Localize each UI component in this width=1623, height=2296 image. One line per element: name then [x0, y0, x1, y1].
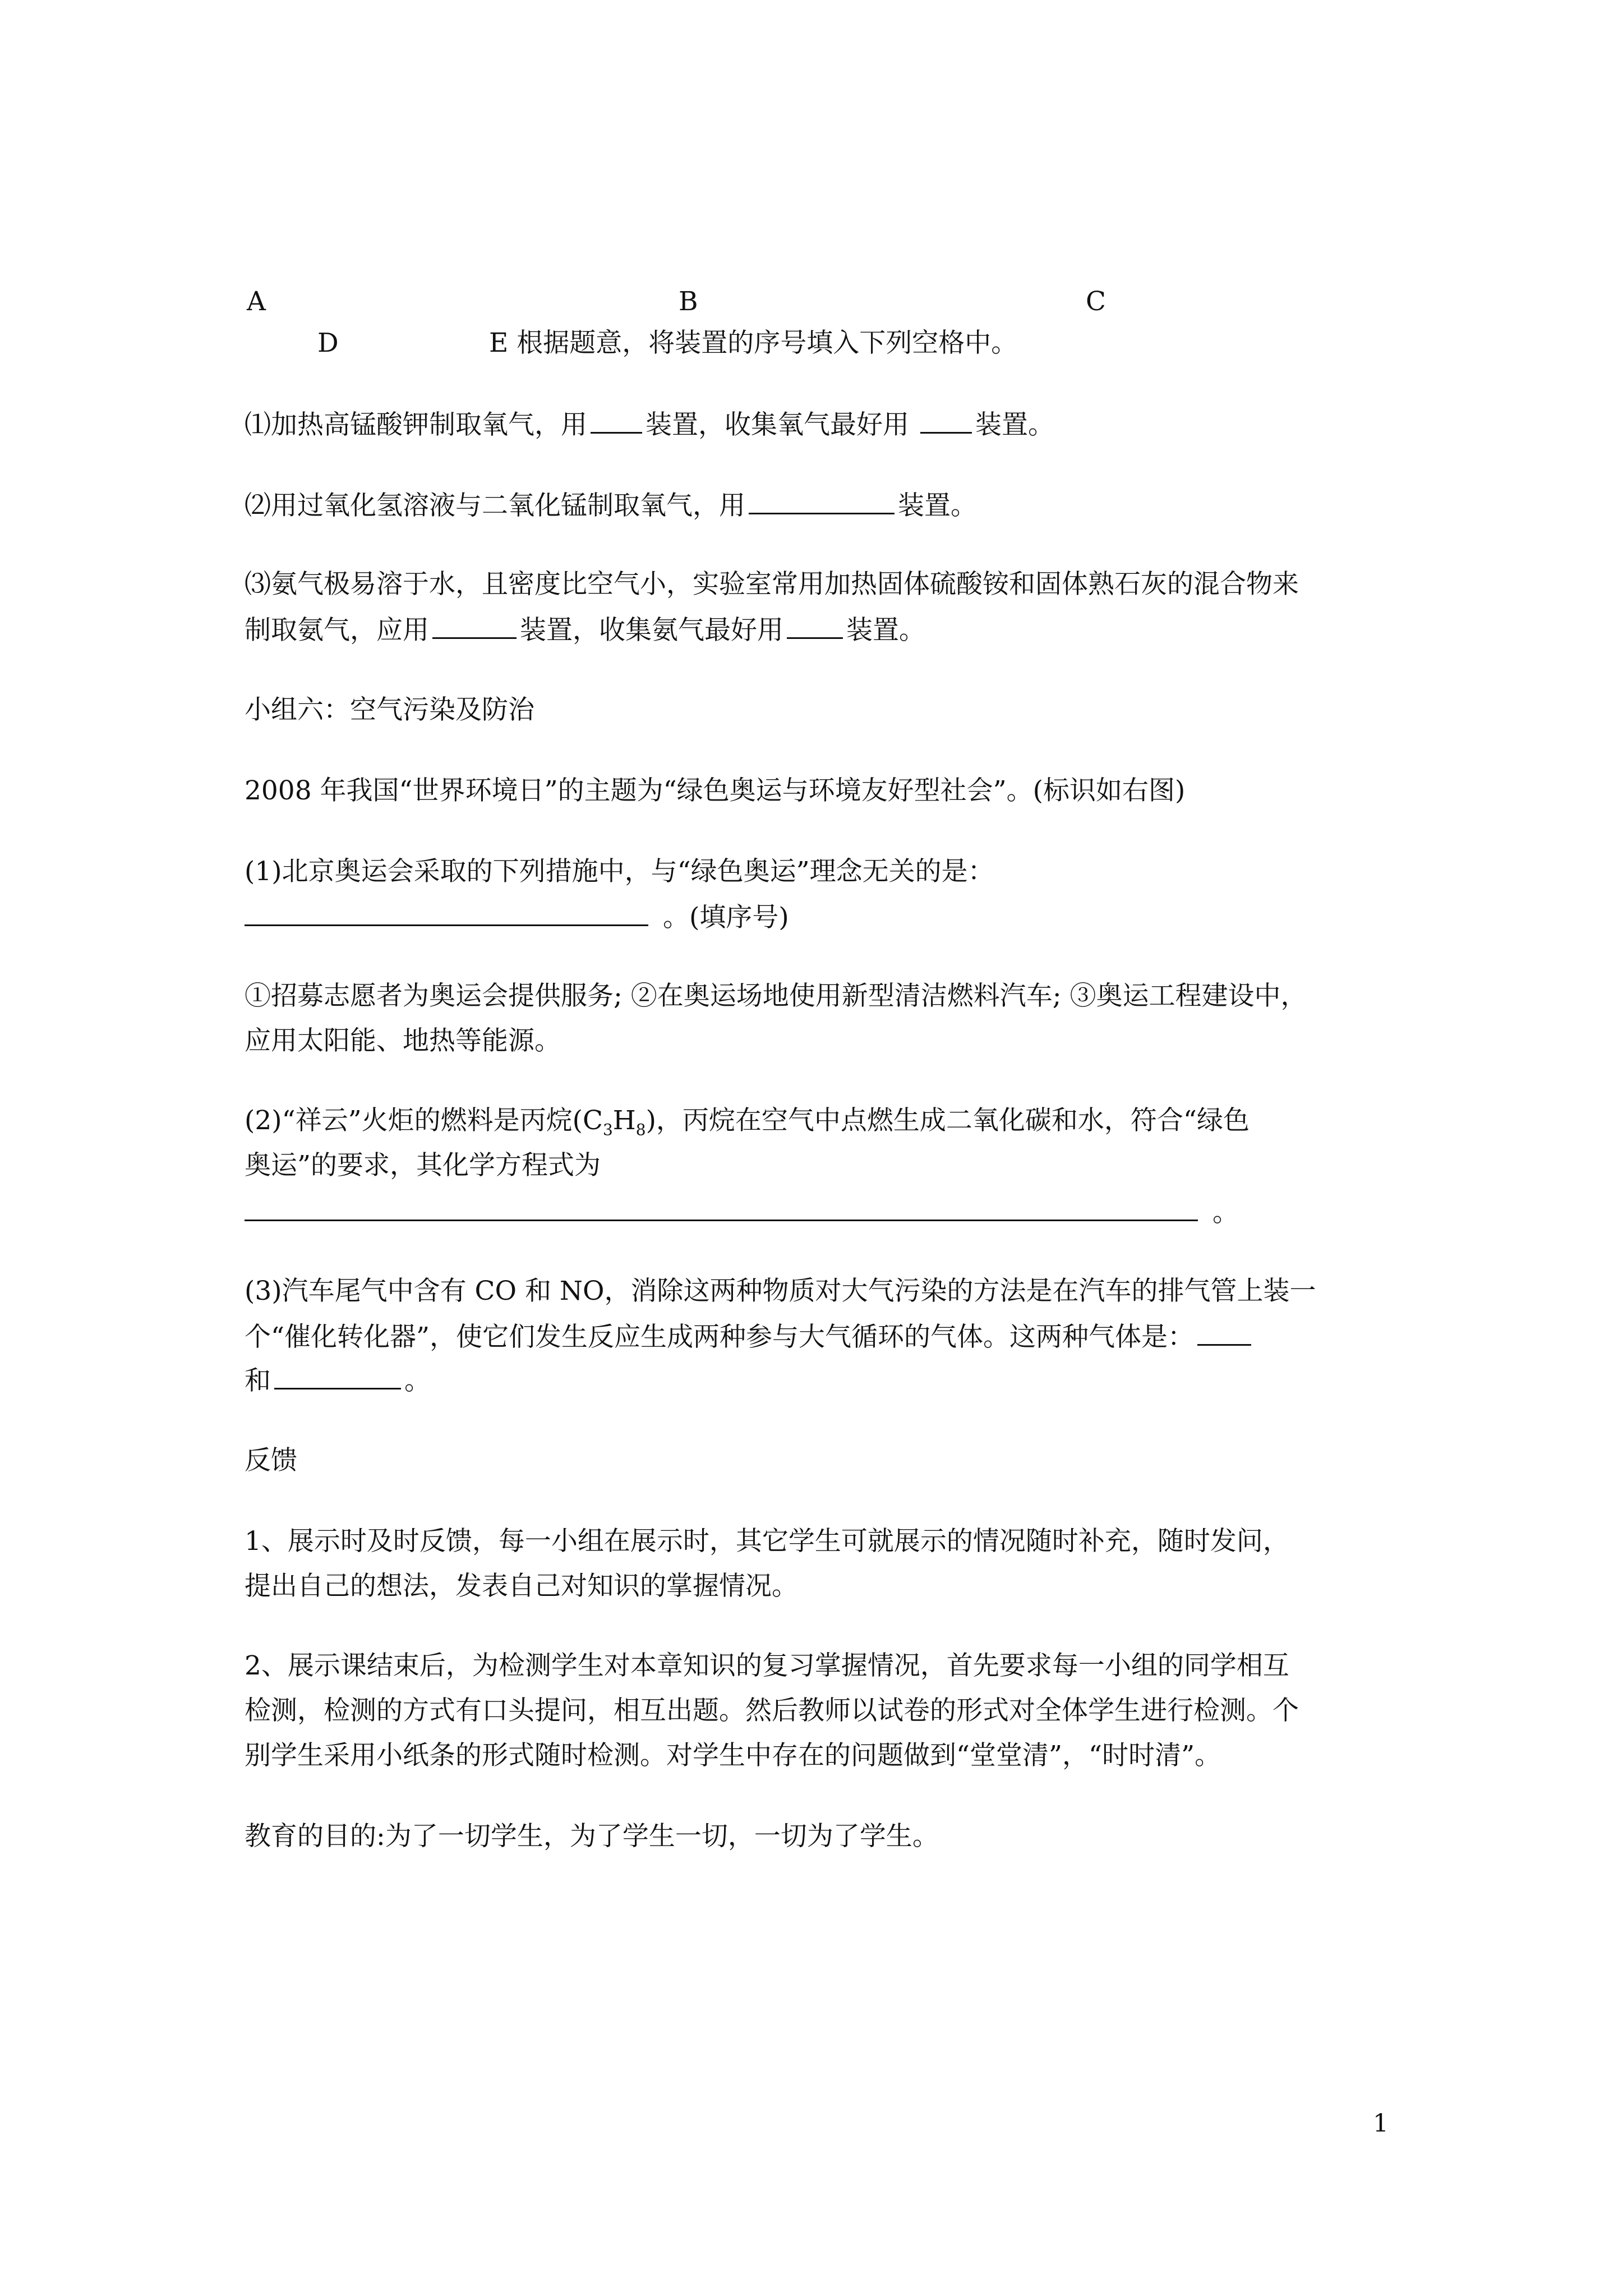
q1-blank-2[interactable]	[920, 407, 972, 434]
instruction-line	[489, 326, 1017, 360]
page-number: 1	[1373, 2109, 1389, 2138]
part2-text-a: (2)“祥云”火炬的燃料是丙烷(C	[245, 1105, 603, 1136]
feedback2-line1: 2、展示课结束后，为检测学生对本章知识的复习掌握情况，首先要求每一小组的同学相互	[245, 1650, 1289, 1681]
part2-tail: 。	[1212, 1197, 1239, 1228]
part1-line2	[245, 900, 789, 935]
question-3-line1: ⑶氨气极易溶于水，且密度比空气小，实验室常用加热固体硫酸铵和固体熟石灰的混合物来	[245, 569, 1299, 600]
q3-text-b: 装置，收集氨气最好用	[520, 615, 783, 646]
feedback2-line2: 检测，检测的方式有口头提问，相互出题。然后教师以试卷的形式对全体学生进行检测。个	[245, 1695, 1299, 1726]
q3-blank-2[interactable]	[787, 613, 843, 639]
gas-blank-1[interactable]	[1197, 1319, 1251, 1346]
part2-text-b: H	[612, 1105, 636, 1136]
part3-text: 个“催化转化器”，使它们发生反应生成两种参与大气循环的气体。这两种气体是：	[245, 1322, 1195, 1352]
motto: 教育的目的:为了一切学生，为了学生一切，一切为了学生。	[245, 1821, 939, 1852]
subscript-8: 8	[635, 1120, 646, 1139]
question-3-line2	[245, 613, 925, 647]
options-line2: 应用太阳能、地热等能源。	[245, 1025, 561, 1056]
gas-blank-2[interactable]	[274, 1363, 401, 1389]
q2-blank[interactable]	[749, 488, 895, 514]
feedback1-line2: 提出自己的想法，发表自己对知识的掌握情况。	[245, 1571, 798, 1602]
group6-title: 小组六：空气污染及防治	[245, 694, 534, 725]
equation-blank[interactable]	[245, 1195, 1198, 1221]
label-d: D	[317, 328, 339, 358]
q1-blank-1[interactable]	[591, 407, 642, 434]
feedback1-line1: 1、展示时及时反馈，每一小组在展示时，其它学生可就展示的情况随时补充，随时发问，	[245, 1526, 1289, 1557]
options-line1: ①招募志愿者为奥运会提供服务; ②在奥运场地使用新型清洁燃料汽车; ③奥运工程建设中，	[245, 981, 1307, 1011]
part1-tail: 。(填序号)	[663, 902, 789, 933]
intro-paragraph: 2008 年我国“世界环境日”的主题为“绿色奥运与环境友好型社会”。(标识如右图)	[245, 775, 1186, 806]
q3-text-a: 制取氨气，应用	[245, 615, 429, 646]
subscript-3: 3	[602, 1120, 613, 1139]
q2-text-a: ⑵用过氧化氢溶液与二氧化锰制取氧气，用	[245, 490, 745, 521]
part1-blank[interactable]	[245, 900, 648, 926]
part1-line1: (1)北京奥运会采取的下列措施中，与“绿色奥运”理念无关的是：	[245, 856, 994, 887]
q1-text-c: 装置。	[975, 409, 1054, 440]
part2-line1	[245, 1104, 1249, 1147]
part3-and: 和	[245, 1365, 271, 1396]
q3-blank-1[interactable]	[432, 613, 517, 639]
q1-text-a: ⑴加热高锰酸钾制取氧气，用	[245, 409, 587, 440]
q2-text-b: 装置。	[898, 490, 977, 521]
q1-text-b: 装置，收集氧气最好用	[645, 409, 909, 440]
part3-line2	[245, 1319, 1255, 1354]
part3-line1: (3)汽车尾气中含有 CO 和 NO，消除这两种物质对大气污染的方法是在汽车的排气管上装一	[245, 1276, 1316, 1306]
question-2	[245, 488, 977, 523]
feedback2-line3: 别学生采用小纸条的形式随时检测。对学生中存在的问题做到“堂堂清”，“时时清”。	[245, 1740, 1221, 1771]
part3-tail: 。	[404, 1365, 431, 1396]
instruction-text: 根据题意，将装置的序号填入下列空格中。	[517, 328, 1018, 358]
question-1	[245, 407, 1054, 442]
label-a: A	[247, 286, 266, 317]
part3-line3	[245, 1363, 431, 1398]
q3-text-c: 装置。	[846, 615, 925, 646]
label-e: E	[489, 328, 509, 358]
label-c: C	[1086, 286, 1106, 317]
part2-text-c: )，丙烷在空气中点燃生成二氧化碳和水，符合“绿色	[645, 1105, 1249, 1136]
feedback-title: 反馈	[245, 1445, 297, 1476]
part2-line2: 奥运”的要求，其化学方程式为	[245, 1150, 601, 1181]
part2-line3	[245, 1195, 1239, 1230]
label-b: B	[679, 286, 698, 317]
